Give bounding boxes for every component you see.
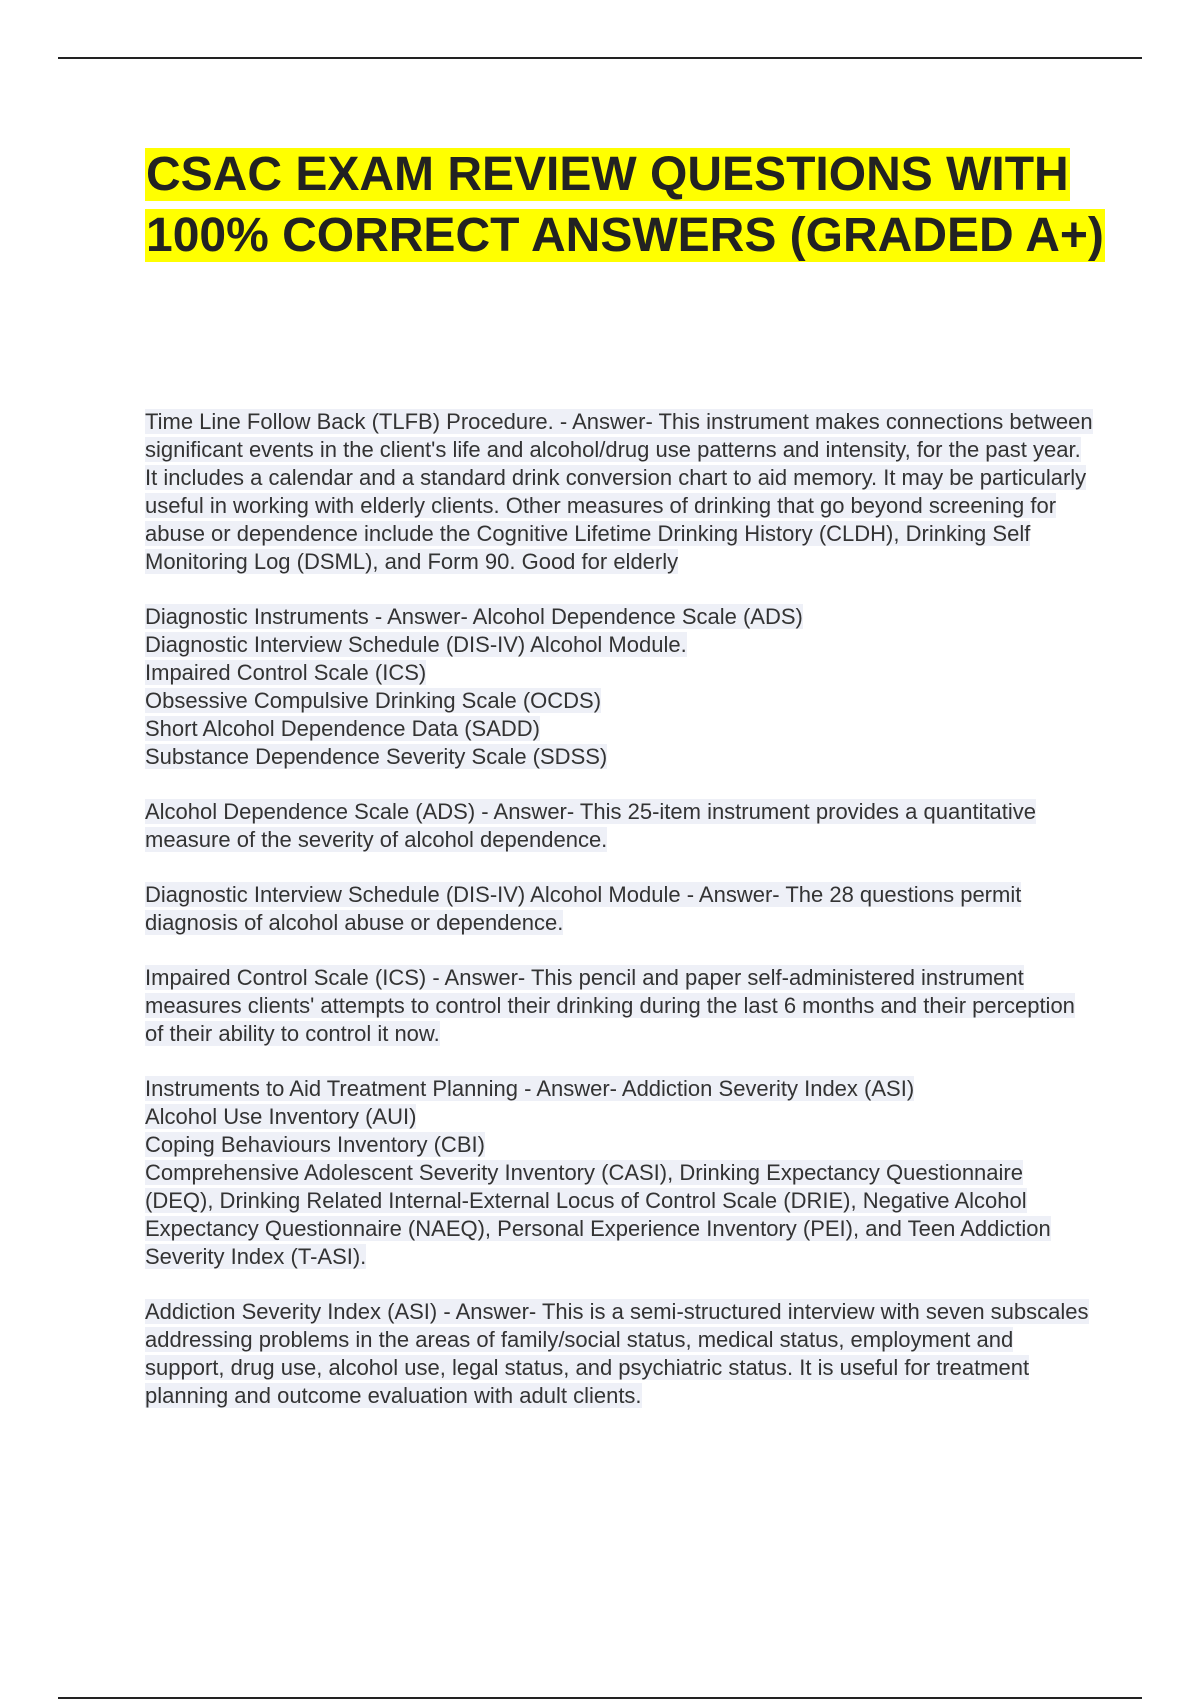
entry-line: Diagnostic Interview Schedule (DIS-IV) Alcohol Module. [145,632,687,657]
entry-line: Instruments to Aid Treatment Planning - Answer- Addiction Severity Index (ASI) [145,1076,915,1101]
entry-line: Comprehensive Adolescent Severity Inventory (CASI), Drinking Expectancy Questionnaire (DEQ), Drinking Related Internal-External Locus of Control Scale (DRIE), Negative Alcohol Expectancy Questionnaire (NAEQ), Personal Experience Inventory (PEI), and Teen Addiction Severity Index (T-ASI). [145,1160,1051,1269]
qa-entry-tlfb [145,408,1095,576]
entry-line: Substance Dependence Severity Scale (SDSS) [145,744,608,769]
document-title [145,144,1105,266]
entry-text: Diagnostic Interview Schedule (DIS-IV) Alcohol Module - Answer- The 28 questions permit diagnosis of alcohol abuse or dependence. [145,882,1022,935]
entry-text: Time Line Follow Back (TLFB) Procedure. - Answer- This instrument makes connections between significant events in the client's life and alcohol/drug use patterns and intensity, for the past year. It includes a calendar and a standard drink conversion chart to aid memory. It may be particularly useful in working with elderly clients. Other measures of drinking that go beyond screening for abuse or dependence include the Cognitive Lifetime Drinking History (CLDH), Drinking Self Monitoring Log (DSML), and Form 90. Good for elderly [145,409,1093,574]
title-highlight: CSAC EXAM REVIEW QUESTIONS WITH 100% CORRECT ANSWERS (GRADED A+) [146,148,1104,262]
entry-line: Impaired Control Scale (ICS) [145,660,427,685]
qa-entry-ads [145,798,1095,854]
entry-line: Obsessive Compulsive Drinking Scale (OCDS) [145,688,602,713]
entry-line: Alcohol Use Inventory (AUI) [145,1104,417,1129]
qa-entry-ics [145,964,1095,1048]
entry-text: Alcohol Dependence Scale (ADS) - Answer- This 25-item instrument provides a quantitative measure of the severity of alcohol dependence. [145,799,1037,852]
entry-line: Coping Behaviours Inventory (CBI) [145,1132,485,1157]
bottom-rule [58,1697,1142,1699]
entry-text: Impaired Control Scale (ICS) - Answer- This pencil and paper self-administered instrument measures clients' attempts to control their drinking during the last 6 months and their perception of their ability to control it now. [145,965,1075,1046]
document-body [145,408,1095,1437]
entry-line: Diagnostic Instruments - Answer- Alcohol Dependence Scale (ADS) [145,604,803,629]
qa-entry-treatment-planning [145,1075,1095,1271]
qa-entry-diagnostic-instruments [145,603,1095,771]
entry-line: Short Alcohol Dependence Data (SADD) [145,716,540,741]
entry-text: Addiction Severity Index (ASI) - Answer- This is a semi-structured interview with seven subscales addressing problems in the areas of family/social status, medical status, employment and support, drug use, alcohol use, legal status, and psychiatric status. It is useful for treatment planning and outcome evaluation with adult clients. [145,1299,1089,1408]
top-rule [58,57,1142,59]
qa-entry-dis-iv [145,881,1095,937]
qa-entry-asi [145,1298,1095,1410]
